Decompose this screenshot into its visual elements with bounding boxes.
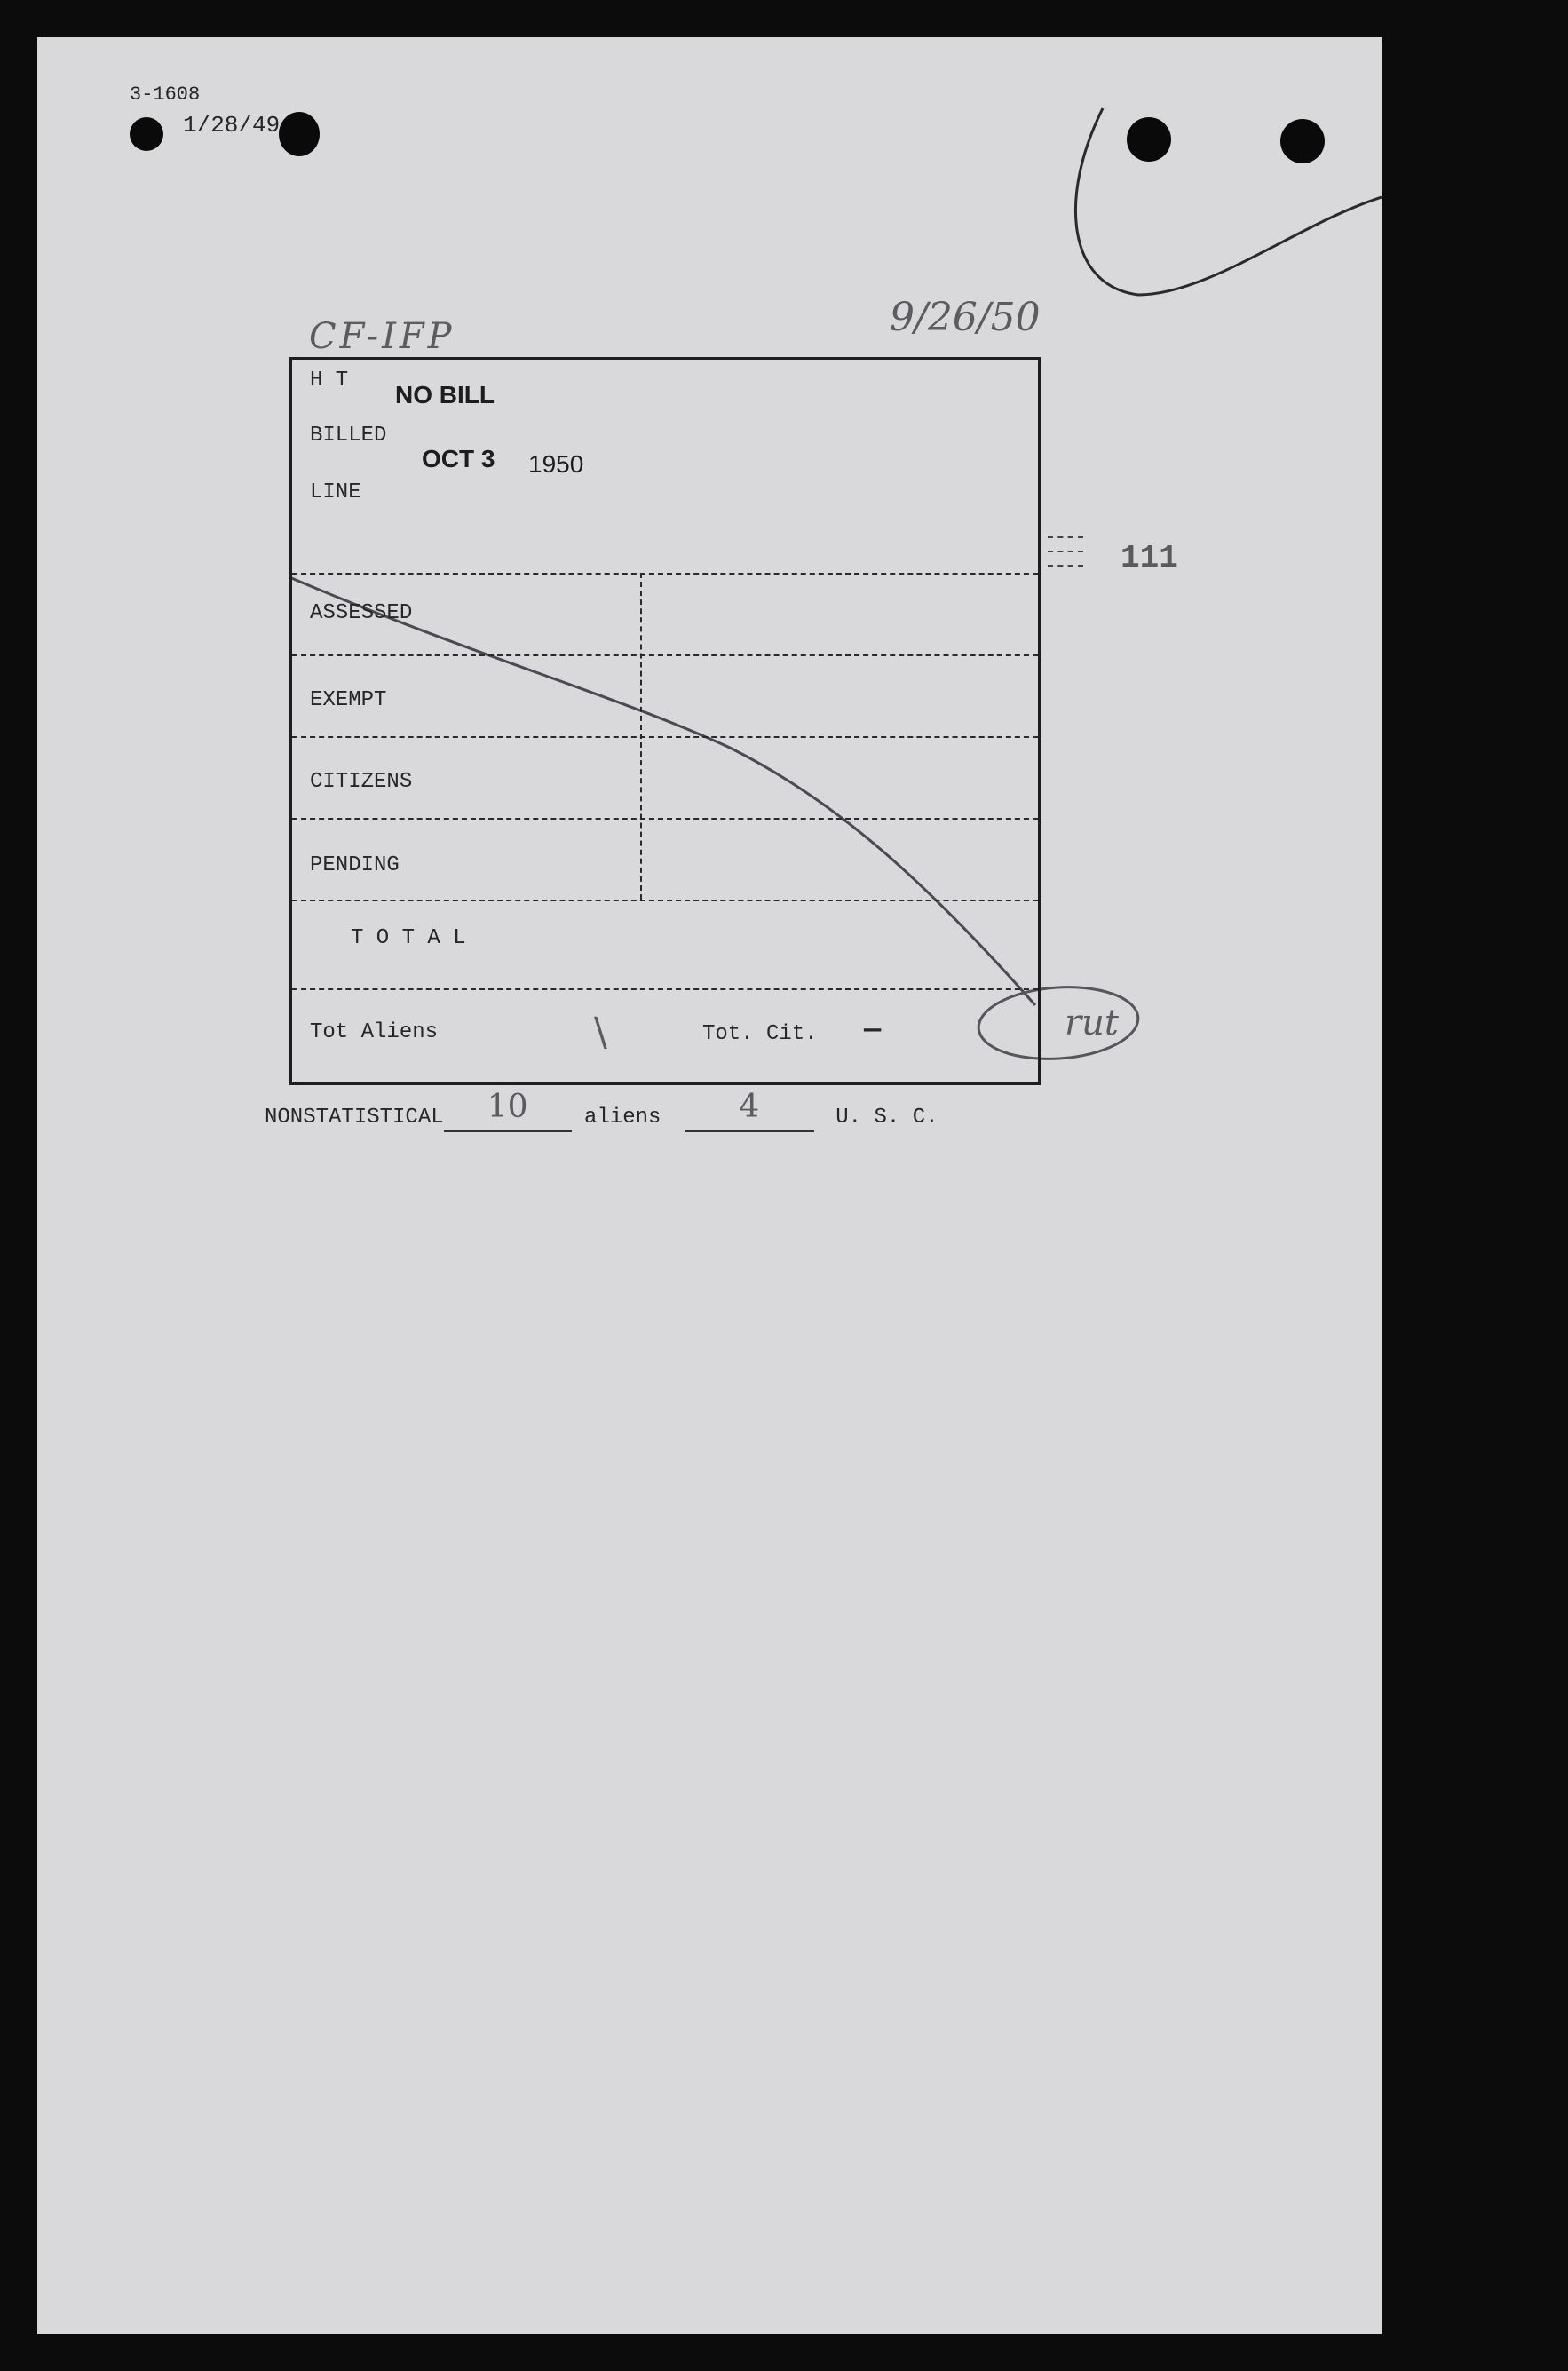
nonstat-usc-blank	[685, 1089, 814, 1132]
nonstat-aliens-blank	[444, 1089, 572, 1132]
stamp-date-month: OCT 3	[422, 445, 495, 472]
nonstat-usc-value: 4	[739, 1089, 760, 1125]
side-dash-marks	[1048, 536, 1083, 579]
divider-row-4	[292, 900, 1038, 901]
tot-cit-label: Tot. Cit.	[702, 1022, 818, 1046]
no-bill-stamp: NO BILL	[395, 381, 495, 408]
top-right-curve-mark	[1075, 108, 1382, 295]
total-label: T O T A L	[351, 926, 466, 950]
handwritten-date: 9/26/50	[890, 295, 1041, 340]
row-pending-label: PENDING	[310, 853, 400, 877]
tot-aliens-label: Tot Aliens	[310, 1020, 439, 1044]
nonstatistical-line	[265, 1089, 938, 1132]
form-number: 3-1608	[130, 83, 201, 106]
usc-label: U. S. C.	[835, 1106, 938, 1130]
row-exempt-label: EXEMPT	[310, 688, 387, 712]
nonstatistical-label: NONSTATISTICAL	[265, 1106, 444, 1130]
divider-row-1	[292, 654, 1038, 656]
billed-label: BILLED	[310, 424, 387, 448]
side-number-stamp: 111	[1121, 540, 1178, 576]
divider-total	[292, 988, 1038, 990]
divider-row-3	[292, 818, 1038, 820]
divider-top-block	[292, 573, 1038, 575]
row-citizens-label: CITIZENS	[310, 770, 413, 794]
tot-cit-value: —	[864, 1013, 882, 1046]
row-assessed-label: ASSESSED	[310, 601, 413, 625]
divider-row-2	[292, 736, 1038, 738]
stamp-date-year: 1950	[528, 450, 584, 478]
handwritten-code: CF-IFP	[309, 316, 455, 357]
ht-label: H T	[310, 369, 349, 393]
form-date: 1/28/49	[183, 112, 281, 139]
document-page	[37, 37, 1382, 2334]
aliens-label: aliens	[584, 1106, 661, 1130]
line-label: LINE	[310, 480, 361, 504]
billing-form	[289, 357, 1119, 1085]
initials: rut	[1065, 1003, 1119, 1043]
nonstat-aliens-value: 10	[487, 1089, 528, 1125]
tot-aliens-value: \	[594, 1010, 607, 1055]
